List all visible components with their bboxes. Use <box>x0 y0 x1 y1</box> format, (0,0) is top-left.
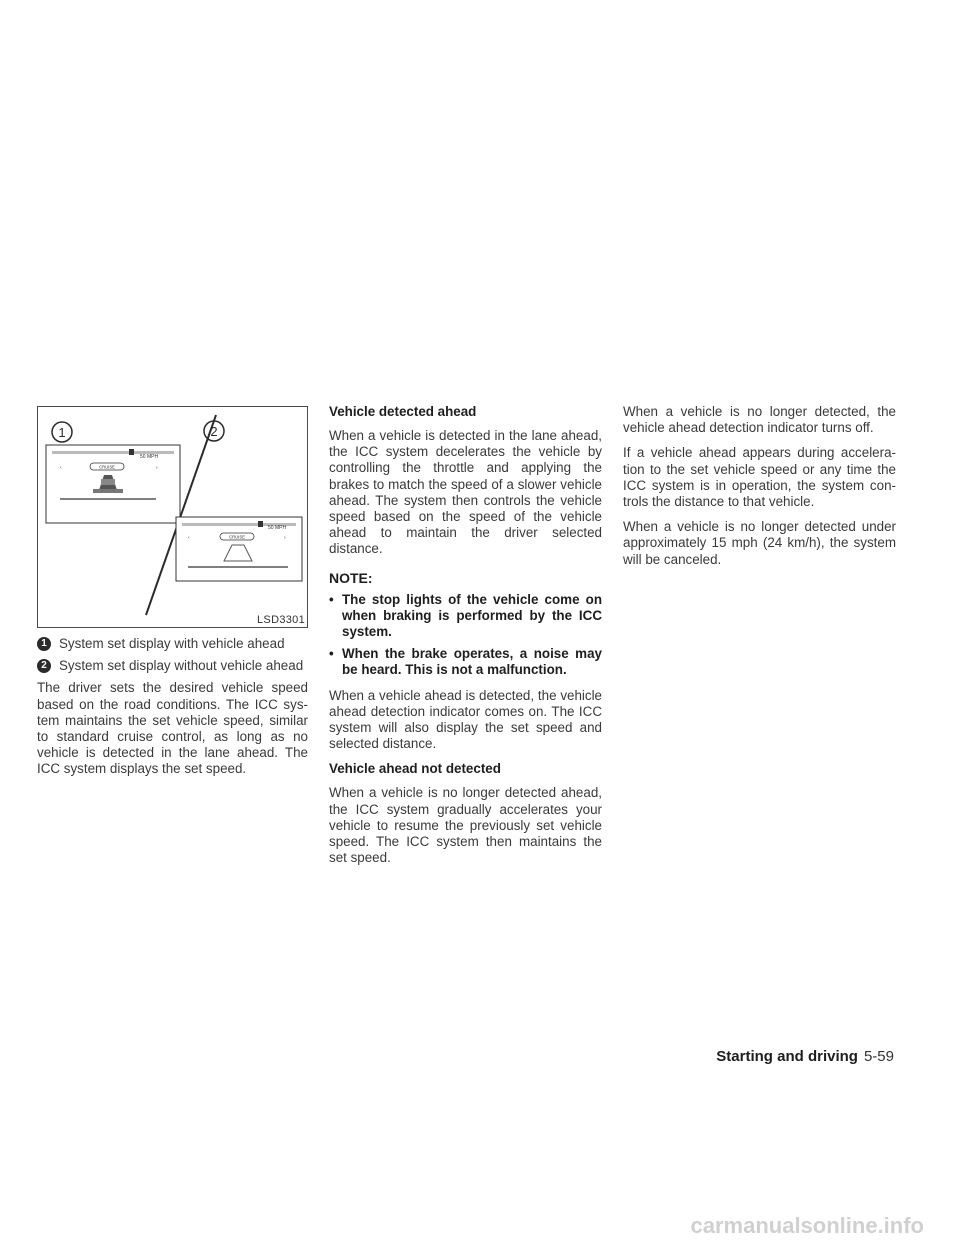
cruise-label: CRUISE <box>99 464 115 470</box>
paragraph: When a vehicle is no longer detected, the vehicle ahead detection indicator turns off. <box>623 404 896 436</box>
svg-text:‹: ‹ <box>60 465 62 471</box>
note-title: NOTE: <box>329 569 373 586</box>
paragraph: If a vehicle ahead appears during acceleration to the set vehicle speed or any time the ICC system is in operation, the system controls the distance to that vehicle. <box>623 445 896 510</box>
display-with-vehicle <box>46 445 180 523</box>
legend-text: System set display without vehicle ahead <box>59 658 304 674</box>
legend-text: System set display with vehicle ahead <box>59 636 285 651</box>
note-list <box>329 592 602 679</box>
cruise-label: CRUISE <box>229 534 245 540</box>
column-3 <box>623 404 896 577</box>
legend-item-2 <box>37 658 308 674</box>
icc-display-figure <box>37 406 308 628</box>
paragraph: When a vehicle ahead is detected, the vehicle ahead detection indicator comes on. The ICC system will also display the set speed and selected distance. <box>329 687 602 752</box>
page-footer <box>716 1048 894 1065</box>
legend-item-1 <box>37 636 308 652</box>
page-number: 5-59 <box>863 1048 894 1065</box>
bullet-icon: • <box>329 591 334 607</box>
callout-label-2: 2 <box>210 424 218 439</box>
icc-icon <box>258 521 263 527</box>
bullet-icon: • <box>329 646 334 662</box>
column-1 <box>37 404 308 787</box>
figure-code: LSD3301 <box>257 614 305 626</box>
set-speed-readout: 50 MPH <box>268 525 287 531</box>
paragraph: The driver sets the desired vehicle speed based on the road conditions. The ICC system maintains the set vehicle speed, similar to standard cruise control, as long as no vehicle is detected in the lane ahead. The ICC system displays the set speed. <box>37 680 308 777</box>
svg-text:›: › <box>284 535 286 541</box>
column-2 <box>329 404 602 875</box>
section-heading: Vehicle detected ahead <box>329 404 477 419</box>
icc-display-illustration <box>38 407 307 627</box>
display-without-vehicle <box>176 517 302 581</box>
icc-icon <box>129 449 134 455</box>
footer-section-title: Starting and driving <box>716 1048 858 1065</box>
note-item: • The stop lights of the vehicle come on when braking is performed by the ICC system. <box>329 591 602 640</box>
legend-number-icon: 1 <box>37 637 51 651</box>
paragraph: When a vehicle is no longer detected under approximately 15 mph (24 km/h), the system will be canceled. <box>623 519 896 567</box>
legend-number-icon: 2 <box>37 659 51 673</box>
svg-text:›: › <box>156 465 158 471</box>
paragraph: When a vehicle is no longer detected ahead, the ICC system gradually accelerates your vehicle to resume the previously set vehicle speed. The ICC system then maintains the set speed. <box>329 785 602 866</box>
paragraph: When a vehicle is detected in the lane ahead, the ICC system decelerates the vehicle by controlling the throttle and applying the brakes to match the speed of a slower vehicle ahead. The system then controls the vehicle speed based on the speed of the vehicle ahead to maintain the driver selected distance. <box>329 428 602 557</box>
callout-label-1: 1 <box>58 425 66 440</box>
watermark: carmanualsonline.info <box>690 1213 924 1238</box>
note-item: • When the brake operates, a noise may be heard. This is not a malfunction. <box>329 646 602 678</box>
section-heading: Vehicle ahead not detected <box>329 761 501 777</box>
set-speed-readout: 50 MPH <box>140 454 159 460</box>
svg-text:‹: ‹ <box>188 535 190 541</box>
